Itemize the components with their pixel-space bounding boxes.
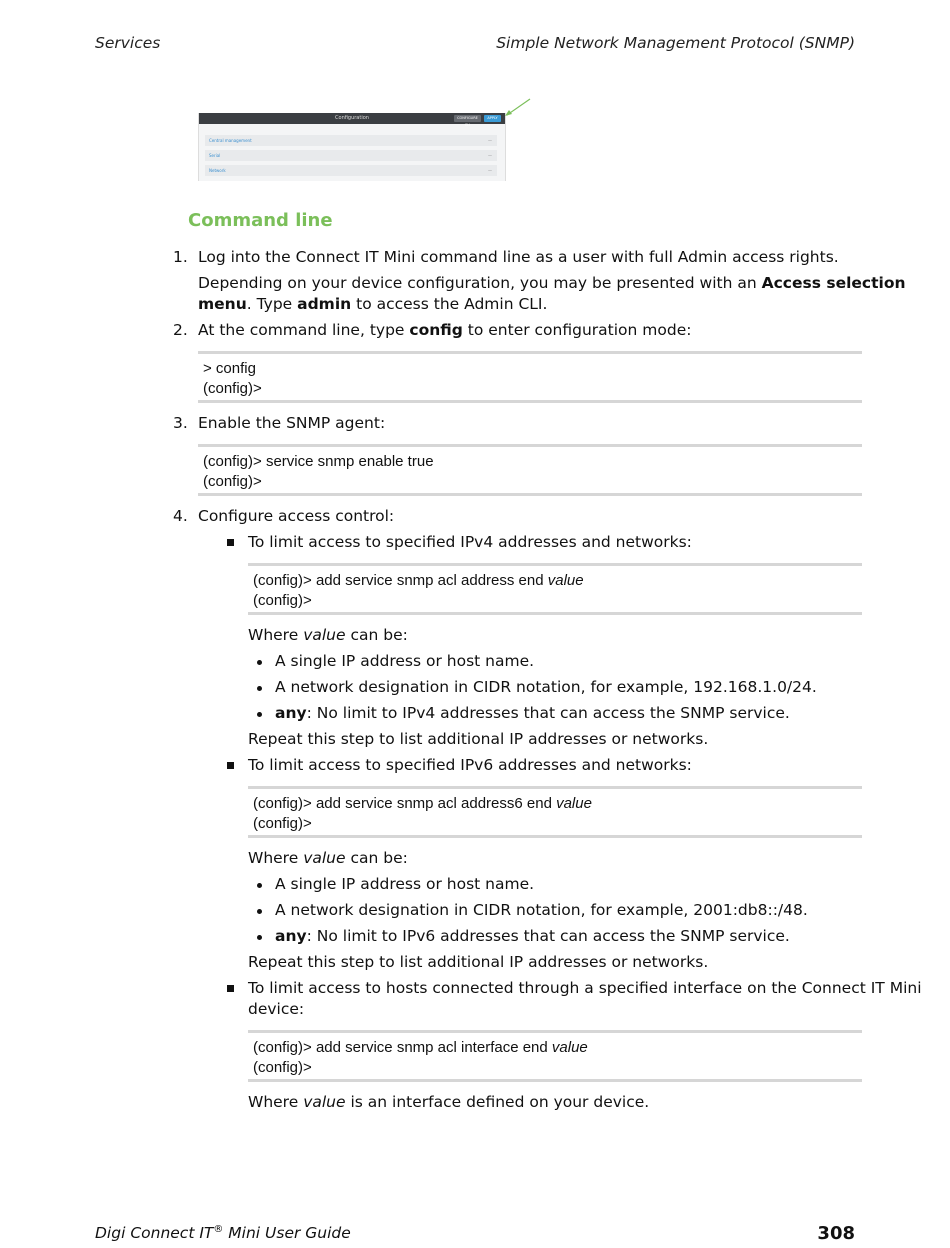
square-bullet-icon [227, 985, 234, 992]
ipv6-option: A single IP address or host name. [275, 875, 535, 893]
ipv6-where: Where value can be: [248, 849, 408, 867]
step-number: 4. [173, 507, 188, 525]
ipv6-lead: To limit access to specified IPv6 addresses and networks: [248, 756, 692, 774]
screenshot-row [205, 135, 497, 146]
collapse-icon: — [488, 138, 492, 143]
screenshot-apply-button: APPLY [484, 115, 501, 122]
step-4-text: Configure access control: [198, 507, 395, 525]
step-number: 2. [173, 321, 188, 339]
iface-lead: To limit access to hosts connected through a specified interface on the Connect IT Mini [248, 979, 922, 997]
iface-where: Where value is an interface defined on your device. [248, 1093, 650, 1111]
ipv4-lead: To limit access to specified IPv4 addresses and networks: [248, 533, 692, 551]
ipv4-where: Where value can be: [248, 626, 408, 644]
code-block [198, 351, 862, 403]
code-line: (config)> [253, 815, 312, 832]
screenshot-title: Configuration [335, 115, 369, 121]
ipv4-option: A single IP address or host name. [275, 652, 535, 670]
screenshot-row [205, 150, 497, 161]
step-1-note: Depending on your device configuration, you may be presented with an Access selection [198, 274, 906, 292]
step-number: 1. [173, 248, 188, 266]
ipv6-option: A network designation in CIDR notation, for example, 2001:db8::/48. [275, 901, 808, 919]
screenshot-row-label: Central management [209, 138, 252, 143]
screenshot-row-label: Network [209, 168, 226, 173]
ipv4-option: A network designation in CIDR notation, for example, 192.168.1.0/24. [275, 678, 817, 696]
code-line: (config)> add service snmp acl address6 end value [253, 795, 592, 812]
callout-arrow-icon [503, 96, 533, 118]
bullet-icon [257, 712, 262, 717]
running-header-left: Services [95, 34, 161, 52]
square-bullet-icon [227, 539, 234, 546]
code-block [248, 1030, 862, 1082]
code-line: > config [203, 360, 256, 377]
running-header-right: Simple Network Management Protocol (SNMP) [496, 34, 855, 52]
square-bullet-icon [227, 762, 234, 769]
ipv6-option: any: No limit to IPv6 addresses that can access the SNMP service. [275, 927, 790, 945]
page-number: 308 [817, 1223, 855, 1244]
iface-lead-cont: device: [248, 1000, 305, 1018]
bullet-icon [257, 909, 262, 914]
screenshot-title-bar [199, 113, 505, 127]
code-line: (config)> add service snmp acl address end value [253, 572, 584, 589]
ipv4-repeat: Repeat this step to list additional IP addresses or networks. [248, 730, 709, 748]
screenshot-row [205, 165, 497, 176]
screenshot-configure-cli-button: CONFIGURE CLI [454, 115, 481, 122]
section-title: Command line [188, 210, 333, 231]
collapse-icon: — [488, 168, 492, 173]
code-block [198, 444, 862, 496]
footer-guide-title: Digi Connect IT® Mini User Guide [95, 1224, 351, 1243]
code-line: (config)> [203, 380, 262, 397]
step-1-text: Log into the Connect IT Mini command line as a user with full Admin access rights. [198, 248, 839, 266]
bullet-icon [257, 935, 262, 940]
screenshot-row-label: Serial [209, 153, 221, 158]
code-block [248, 563, 862, 615]
code-line: (config)> [203, 473, 262, 490]
code-line: (config)> [253, 1059, 312, 1076]
ipv6-repeat: Repeat this step to list additional IP addresses or networks. [248, 953, 709, 971]
step-2-text: At the command line, type config to enter configuration mode: [198, 321, 692, 339]
code-line: (config)> [253, 592, 312, 609]
code-line: (config)> service snmp enable true [203, 453, 434, 470]
collapse-icon: — [488, 153, 492, 158]
bullet-icon [257, 660, 262, 665]
ipv4-option: any: No limit to IPv4 addresses that can access the SNMP service. [275, 704, 790, 722]
code-line: (config)> add service snmp acl interface end value [253, 1039, 588, 1056]
code-block [248, 786, 862, 838]
step-1-note-cont: menu. Type admin to access the Admin CLI. [198, 295, 548, 313]
configuration-screenshot [198, 113, 506, 181]
bullet-icon [257, 686, 262, 691]
bullet-icon [257, 883, 262, 888]
step-number: 3. [173, 414, 188, 432]
step-3-text: Enable the SNMP agent: [198, 414, 386, 432]
